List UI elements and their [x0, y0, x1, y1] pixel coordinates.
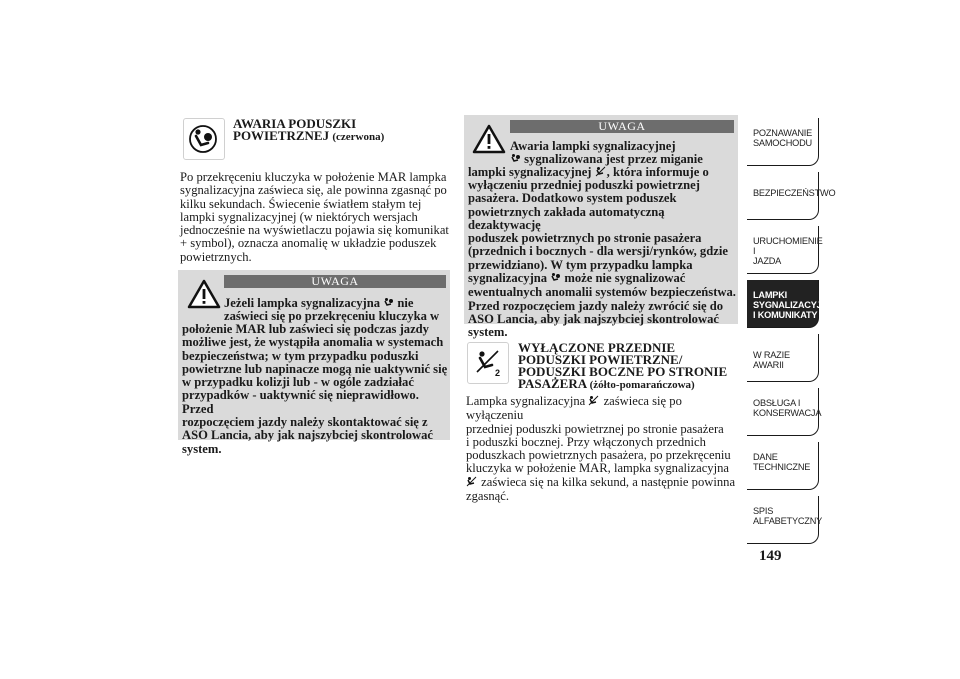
tab-spis-alfabetyczny[interactable]: SPIS ALFABETYCZNY	[747, 496, 819, 544]
passenger-airbag-paragraph: Lampka sygnalizacyjna zaświeca się po wyłączeniu przedniej poduszki powietrznej po stronie pasażera i poduszki bocznej. Przy włączonych przednich poduszkach powietrznych pasażera, po przekręceniu kluczyka w położenie MAR, lampka sygnalizacyjna zaświeca się na kilka sekund, a następnie powinna zgasnąć.	[466, 394, 736, 504]
airbag-paragraph: Po przekręceniu kluczyka w położenie MAR lampka sygnalizacyjna zaświeca się, ale powinna zgasnąć po kilku sekundach. Świecenie światłem stałym tej lampki sygnalizacyjnej (w niektórych wersjach jednocześnie na wyświetlaczu pojawia się komunikat + symbol), oznacza anomalię w układzie poduszek powietrznych.	[180, 170, 449, 264]
tab-lampki-sygnalizacyjne[interactable]: LAMPKI SYGNALIZACYJNE I KOMUNIKATY	[747, 280, 819, 328]
warning-triangle-icon	[187, 279, 221, 309]
tab-poznawanie-samochodu[interactable]: POZNAWANIE SAMOCHODU	[747, 118, 819, 166]
passenger-airbag-off-title: WYŁĄCZONE PRZEDNIE PODUSZKI POWIETRZNE/ PODUSZKI BOCZNE PO STRONIE PASAŻERA (żółto-pomarańczowa)	[518, 340, 728, 391]
warning-label: UWAGA	[224, 275, 446, 288]
passenger-airbag-off-icon	[588, 395, 600, 409]
tab-obsluga-i-konserwacja[interactable]: OBSŁUGA I KONSERWACJA	[747, 388, 819, 436]
tab-w-razie-awarii[interactable]: W RAZIE AWARII	[747, 334, 819, 382]
svg-text:2: 2	[495, 368, 501, 378]
tab-dane-techniczne[interactable]: DANE TECHNICZNE	[747, 442, 819, 490]
tab-uruchomienie-i-jazda[interactable]: URUCHOMIENIE I JAZDA	[747, 226, 819, 274]
warning-label-right: UWAGA	[510, 120, 734, 133]
warning-box-right: UWAGA Awaria lampki sygnalizacyjnej sygnalizowana jest przez miganie lampki sygnalizacyjnej , która informuje o wyłączeniu przedniej poduszki powietrznej pasażera. Dodatkowo system poduszek powietrznych zakłada automatyczną dezaktywację poduszek powietrznych po stronie pasażera (przednich i bocznych - dla wersji/rynków, gdzie przewidziano). W tym przypadku lampka sygnalizacyjna może nie sygnalizować ewentualnych anomalii systemów bezpieczeństwa. Przed rozpoczęciem jazdy należy zwrócić się do ASO Lancia, aby jak najszybciej skontrolować system.	[464, 115, 738, 324]
page-number: 149	[759, 548, 782, 564]
passenger-airbag-off-icon	[467, 342, 509, 384]
tab-bezpieczenstwo[interactable]: BEZPIECZEŃSTWO	[747, 172, 819, 220]
airbag-small-icon	[550, 272, 561, 286]
warning-triangle-icon	[472, 124, 506, 154]
warning-box-left: UWAGA Jeżeli lampka sygnalizacyjna nie zaświeci się po przekręceniu kluczyka w położenie MAR lub zaświeci się podczas jazdy możliwe jest, że wystąpiła anomalia w systemach bezpieczeństwa; w tym przypadku poduszki powietrzne lub napinacze mogą nie uaktywnić się w przypadku kolizji lub - w ogóle zadziałać przypadków - uaktywnić się nieprawidłowo. Przed rozpoczęciem jazdy należy skontaktować się z ASO Lancia, aby jak najszybciej skontrolować system.	[178, 270, 450, 440]
airbag-fault-title: AWARIA PODUSZKI POWIETRZNEJ (czerwona)	[233, 116, 385, 143]
airbag-warning-icon	[183, 118, 225, 160]
passenger-airbag-off-icon	[466, 476, 478, 490]
